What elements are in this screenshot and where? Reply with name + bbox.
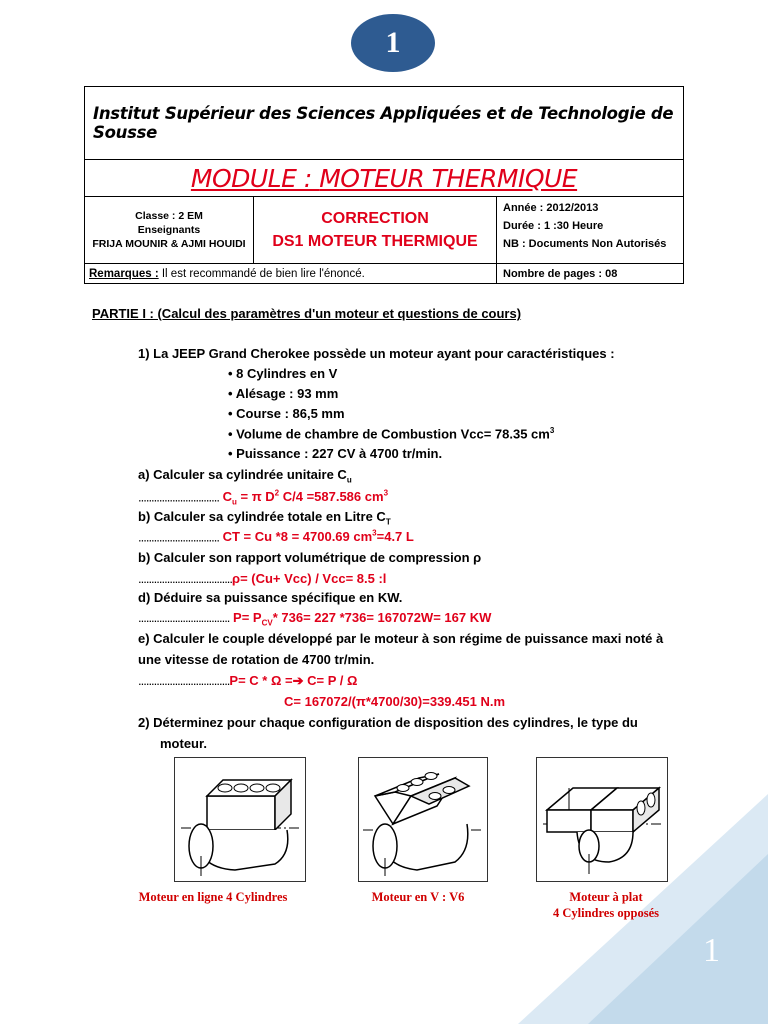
question-e-line2: une vitesse de rotation de 4700 tr/min. <box>138 652 375 667</box>
module-prefix: MODULE : <box>190 163 320 193</box>
teachers-names: FRIJA MOUNIR & AJMI HOUIDI <box>92 238 246 250</box>
caption-flat-engine-line1: Moteur à plat <box>569 890 643 904</box>
answer-d: ................................... $P= P_{CV}*$ 736= 227 *736= 167072W= 167 KW <box>138 610 492 628</box>
exam-info <box>497 197 684 264</box>
caption-flat-engine <box>526 889 686 921</box>
year: Année : 2012/2013 <box>503 202 599 214</box>
question-b: b) Calculer sa cylindrée totale en Litre $C_T$ <box>138 509 391 527</box>
v-engine-icon <box>359 758 487 881</box>
figure-flat-engine <box>536 757 668 882</box>
duration: Durée : 1 :30 Heure <box>503 220 604 232</box>
page-number-badge: 1 <box>351 14 435 72</box>
inline-engine-icon <box>175 758 305 881</box>
page-count: Nombre de pages : 08 <box>497 264 684 284</box>
correction-label: CORRECTION <box>321 210 429 227</box>
question-2-line1: 2) Déterminez pour chaque configuration de disposition des cylindres, le type du <box>138 715 638 730</box>
remarks <box>85 264 497 284</box>
class-info <box>85 197 254 264</box>
bullet-3: • Course : 86,5 mm <box>228 406 345 421</box>
module-title <box>85 160 684 197</box>
partie-title: PARTIE I : (Calcul des paramètres d'un moteur et questions de cours) <box>92 306 522 321</box>
question-a: a) Calculer sa cylindrée unitaire $C_u$ <box>138 467 352 485</box>
exam-title <box>254 197 497 264</box>
remarks-label: Remarques : <box>89 267 159 280</box>
nb-note: NB : Documents Non Autorisés <box>503 238 667 250</box>
answer-e: ...................................P= C * Ω =➔ C= P / Ω <box>138 673 358 688</box>
teachers-label: Enseignants <box>137 224 201 236</box>
caption-inline-engine: Moteur en ligne 4 Cylindres <box>138 890 288 904</box>
institute-name: Institut Supérieur des Sciences Appliquées et de Technologie de Sousse <box>85 87 684 160</box>
class-label: Classe : 2 EM <box>135 210 203 222</box>
question-1: 1) La JEEP Grand Cherokee possède un moteur ayant pour caractéristiques : <box>138 346 615 361</box>
answer-a: ............................... $C_u = \pi$ $D^2$ C/4 =587.586 $cm^3$ <box>138 489 389 507</box>
question-e-line1: e) Calculer le couple développé par le moteur à son régime de puissance maxi noté à <box>138 631 664 646</box>
question-d: d) Déduire sa puissance spécifique en KW. <box>138 590 403 605</box>
caption-flat-engine-line2: 4 Cylindres opposés <box>552 906 660 920</box>
remarks-text: Il est recommandé de bien lire l'énoncé. <box>158 267 365 280</box>
figure-inline-engine <box>174 757 306 882</box>
footer-page-number: 1 <box>703 932 720 969</box>
answer-e-result: C= 167072/(π*4700/30)=339.451 N.m <box>284 694 505 709</box>
figure-v-engine <box>358 757 488 882</box>
question-c: b) Calculer son rapport volumétrique de compression ρ <box>138 550 482 565</box>
flat-engine-icon <box>537 758 667 881</box>
bullet-5: • Puissance : 227 CV à 4700 tr/min. <box>228 446 443 461</box>
bullet-2: • Alésage : 93 mm <box>228 386 339 401</box>
ds-label: DS1 MOTEUR THERMIQUE <box>272 233 478 250</box>
answer-b: ............................... CT = Cu *8 = 4700.69 $cm^3=4.7$ L <box>138 529 414 545</box>
header-table <box>84 86 684 284</box>
caption-v-engine: Moteur en V : V6 <box>371 890 465 904</box>
bullet-4: • Volume de chambre de Combustion Vcc= 78.35 $cm^3$ <box>228 426 555 442</box>
bullet-1: • 8 Cylindres en V <box>228 366 338 381</box>
module-name: MOTEUR THERMIQUE <box>319 163 578 193</box>
question-2-line2: moteur. <box>160 736 207 751</box>
answer-c: ....................................ρ= (Cu+ Vcc) / Vcc= 8.5 :l <box>138 571 387 586</box>
